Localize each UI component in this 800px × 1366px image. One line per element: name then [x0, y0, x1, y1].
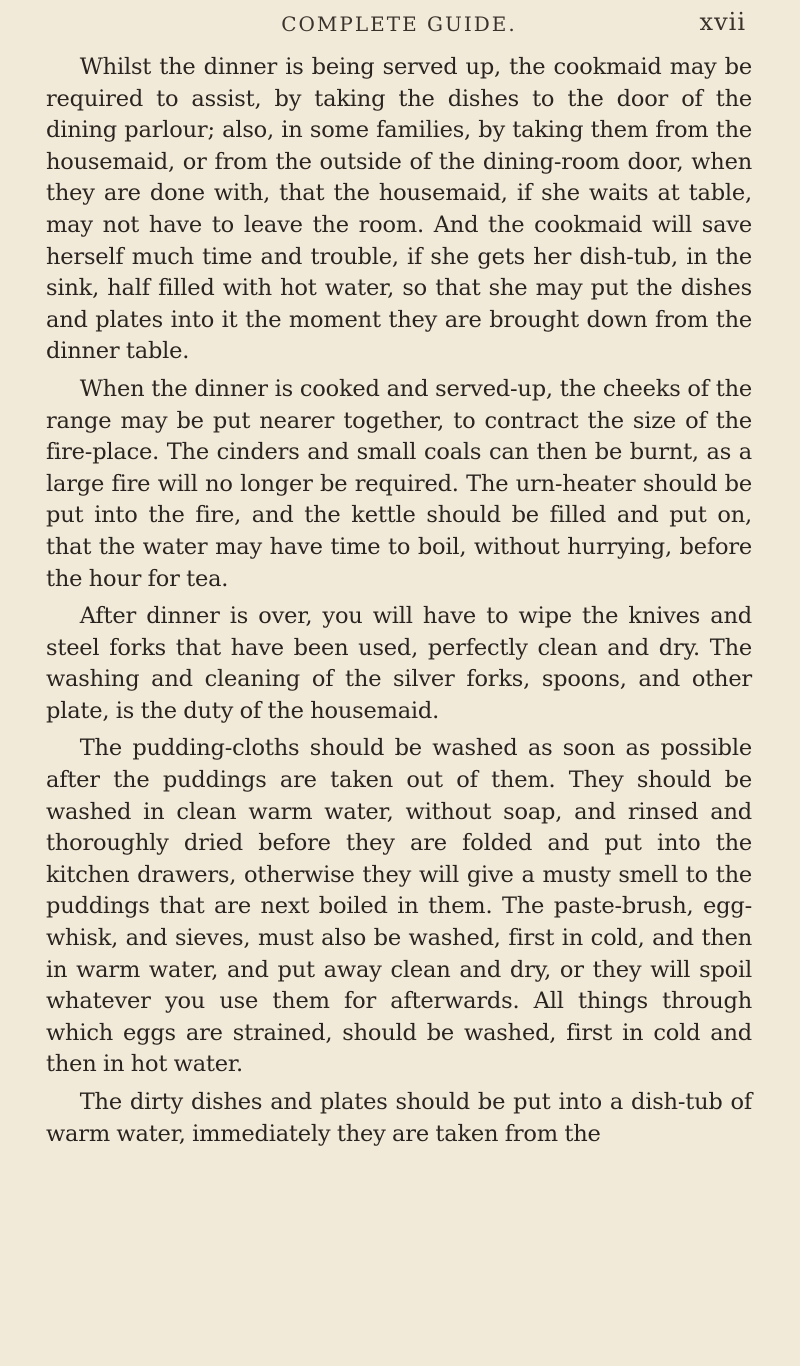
page-number: xvii [699, 8, 746, 36]
running-header [46, 0, 752, 52]
running-header-title: COMPLETE GUIDE. [281, 12, 517, 36]
body-text [46, 52, 752, 1150]
paragraph-dirty-dishes: The dirty dishes and plates should be put into a dish-tub of warm water, immediately they are taken from the [46, 1089, 752, 1147]
paragraph-serving-dinner: Whilst the dinner is being served up, the cookmaid may be required to assist, by taking the dishes to the door of the dining parlour; also, in some families, by taking them from the housemaid, or from the outside of the dining-room door, when they are done with, that the housemaid, if she waits at table, may not have to leave the room. And the cookmaid will save herself much time and trouble, if she gets her dish-tub, in the sink, half filled with hot water, so that she may put the dishes and plates into it the moment they are brought down from the dinner table. [46, 54, 752, 365]
paragraph-pudding-cloths: The pudding-cloths should be washed as soon as possible after the puddings are taken out of them. They should be washed in clean warm water, without soap, and rinsed and thoroughly dried before they are folded and put into the kitchen drawers, otherwise they will give a musty smell to the puddings that are next boiled in them. The paste-brush, egg-whisk, and sieves, must also be washed, first in cold, and then in warm water, and put away clean and dry, or they will spoil whatever you use them for afterwards. All things through which eggs are strained, should be washed, first in cold and then in hot water. [46, 735, 752, 1078]
paragraph-range-and-fire: When the dinner is cooked and served-up, the cheeks of the range may be put nearer together, to contract the size of the fire-place. The cinders and small coals can then be burnt, as a large fire will no longer be required. The urn-heater should be put into the fire, and the kettle should be filled and put on, that the water may have time to boil, without hurrying, before the hour for tea. [46, 375, 752, 592]
paragraph-knives-and-forks: After dinner is over, you will have to wipe the knives and steel forks that have been used, perfectly clean and dry. The washing and cleaning of the silver forks, spoons, and other plate, is the duty of the housemaid. [46, 603, 752, 724]
